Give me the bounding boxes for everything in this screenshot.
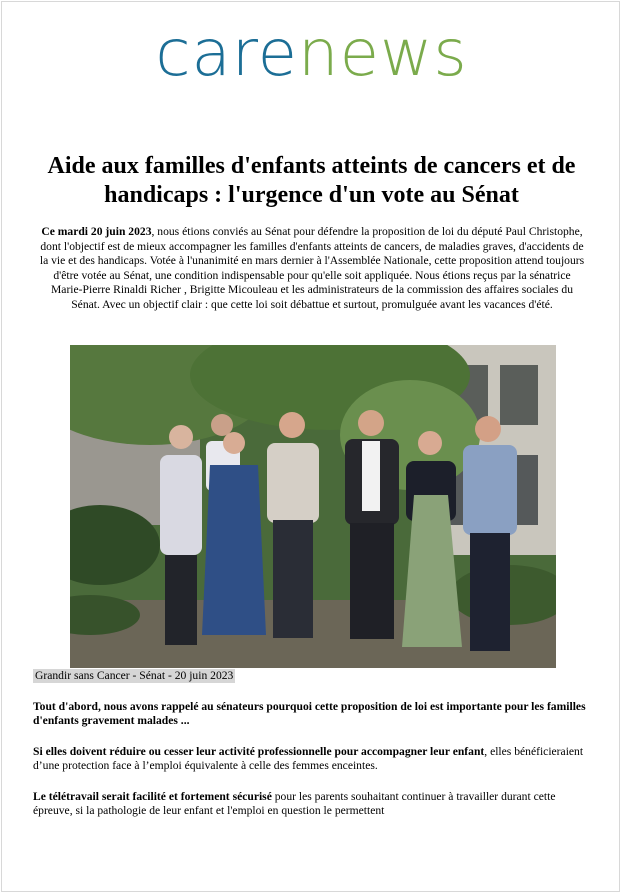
photo-caption: Grandir sans Cancer - Sénat - 20 juin 2023 xyxy=(35,669,234,682)
article-title: Aide aux familles d'enfants atteints de cancers et de handicaps : l'urgence d'un vote au Sénat xyxy=(47,153,576,208)
article-intro xyxy=(38,225,586,313)
intro-date: Ce mardi 20 juin 2023 xyxy=(41,225,152,238)
carenews-logo xyxy=(0,14,623,94)
logo-care: care xyxy=(155,17,299,91)
telework-bold: Le télétravail serait facilité et fortement sécurisé xyxy=(33,790,272,803)
paragraph-importance: Tout d'abord, nous avons rappelé au sénateurs pourquoi cette proposition de loi est importante pour les familles d'enfants gravement malades ... xyxy=(33,700,586,728)
paragraph-protection xyxy=(33,745,591,773)
logo-news: news xyxy=(298,17,468,91)
paragraph-telework xyxy=(33,790,591,818)
protection-bold: Si elles doivent réduire ou cesser leur activité professionnelle pour accompagner leur enfant xyxy=(33,745,485,758)
protection-text: , elles bénéficieraient d’une protection face à l’emploi équivalente à celle des femmes enceintes. xyxy=(33,745,584,773)
group-photo xyxy=(70,345,556,668)
telework-text: pour les parents souhaitant continuer à travailler durant cette épreuve, si la pathologie de leur enfant et l'emploi en question le permettent xyxy=(33,790,556,818)
group-photo-illustration xyxy=(70,345,556,668)
intro-text: , nous étions conviés au Sénat pour défendre la proposition de loi du député Paul Christophe, dont l'objectif est de mieux accompagner les familles d'enfants atteints de cancers, de maladies graves, d'accidents de la vie et des handicaps. Votée à l'unanimité en mars dernier à l'Assemblée Nationale, cette proposition attend toujours d'être votée au Sénat, une condition indispensable pour qu'elle soit appliquée. Nous étions reçus par la sénatrice Marie-Pierre Rinaldi Richer , Brigitte Micouleau et les administrateurs de la commission des affaires sociales du Sénat. Avec un objectif clair : que cette loi soit débattue et surtout, promulguée avant les vacances d'été. xyxy=(39,225,585,311)
